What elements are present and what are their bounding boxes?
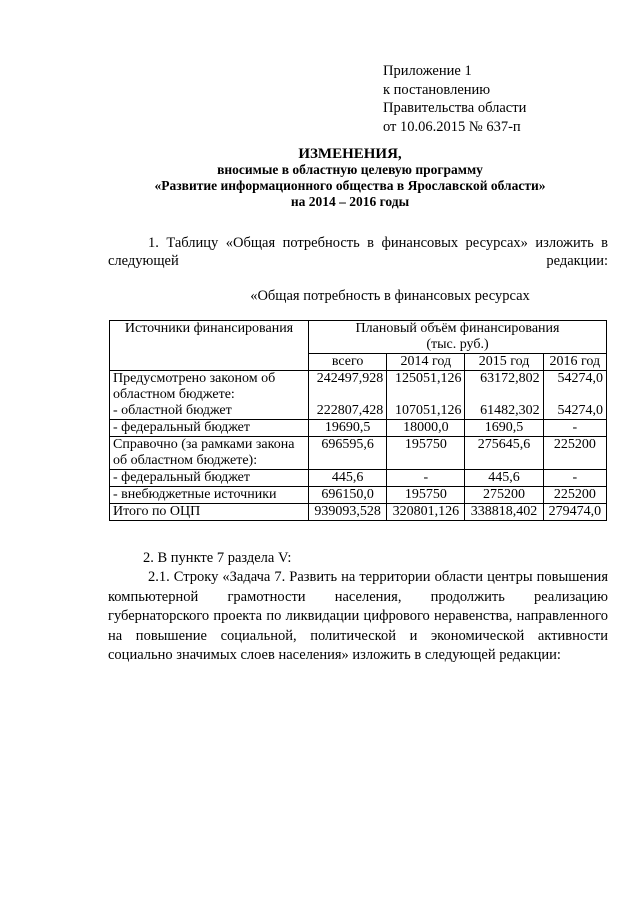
row-source: - федеральный бюджет [110, 470, 309, 487]
row-2015: 275200 [465, 487, 543, 504]
paragraph-2-1 [108, 568, 608, 666]
table-row [110, 504, 607, 521]
heading-line: «Развитие информационного общества в Ярославской области» [154, 178, 546, 193]
row-total: 445,6 [309, 470, 387, 487]
header-unit: (тыс. руб.) [426, 337, 489, 352]
cell-value: 242497,928 [316, 371, 384, 386]
row-total: 939093,528 [309, 504, 387, 521]
financing-table [109, 320, 607, 521]
row-source: - федеральный бюджет [110, 420, 309, 437]
annex-block [383, 62, 526, 136]
cell-value: 125051,126 [394, 371, 462, 386]
row-source-b: - областной бюджет [113, 403, 232, 418]
row-2015: 275645,6 [465, 437, 543, 470]
row-2016: - [543, 420, 606, 437]
header-2015: 2015 год [465, 354, 543, 371]
cell-gap [390, 387, 461, 403]
paragraph-2: 2. В пункте 7 раздела V: [143, 550, 292, 566]
heading-line: вносимые в областную целевую программу [217, 162, 483, 177]
annex-line: Приложение 1 [383, 63, 472, 79]
header-2016: 2016 год [543, 354, 606, 371]
row-2014: - [387, 470, 465, 487]
row-2016 [543, 371, 606, 420]
row-2014: 195750 [387, 437, 465, 470]
paragraph-2-1-text: 2.1. Строку «Задача 7. Развить на территории области центры повышения компьютерной грамотности населения, продолжить реализацию губернаторского проекта по ликвидации цифрового неравенства, направленного на повышение социальной, политической и экономической активности социально значимых слоев населения» изложить в следующей редакции: [108, 569, 608, 663]
row-2014: 320801,126 [387, 504, 465, 521]
cell-value: 63172,802 [480, 371, 540, 386]
heading-line: на 2014 – 2016 годы [290, 194, 410, 209]
cell-gap [468, 387, 539, 403]
table-title: «Общая потребность в финансовых ресурсах [250, 288, 530, 304]
cell-gap [312, 387, 383, 403]
header-planned-label: Плановый объём финансирования [355, 321, 560, 336]
row-2016: 279474,0 [543, 504, 606, 521]
table-row [110, 437, 607, 470]
row-total: 696595,6 [309, 437, 387, 470]
table-row [110, 487, 607, 504]
annex-line: к постановлению [383, 81, 491, 98]
row-2015: 338818,402 [465, 504, 543, 521]
table-row [110, 470, 607, 487]
row-source-a: Предусмотрено законом об областном бюджете: [113, 371, 276, 402]
header-sources: Источники финансирования [110, 321, 309, 371]
row-source: Справочно (за рамками закона об областном бюджете): [110, 437, 309, 470]
heading-title: ИЗМЕНЕНИЯ, [298, 146, 402, 162]
cell-value: 222807,428 [316, 403, 384, 418]
table-row [110, 371, 607, 420]
row-2015: 1690,5 [465, 420, 543, 437]
cell-value: 54274,0 [557, 371, 603, 386]
annex-line: Правительства области [383, 100, 527, 116]
row-source: - внебюджетные источники [110, 487, 309, 504]
cell-gap [547, 387, 603, 403]
row-2016: 225200 [543, 487, 606, 504]
cell-value: 107051,126 [394, 403, 462, 418]
cell-value: 54274,0 [557, 403, 603, 418]
row-total [309, 371, 387, 420]
header-planned [309, 321, 607, 354]
header-total: всего [309, 354, 387, 371]
row-2016: - [543, 470, 606, 487]
row-2014: 18000,0 [387, 420, 465, 437]
row-source: Итого по ОЦП [110, 504, 309, 521]
document-heading [60, 146, 640, 210]
row-2015 [465, 371, 543, 420]
table-row [110, 420, 607, 437]
row-2016: 225200 [543, 437, 606, 470]
annex-line: от 10.06.2015 № 637-п [383, 118, 521, 135]
row-total: 696150,0 [309, 487, 387, 504]
row-source [110, 371, 309, 420]
row-2015: 445,6 [465, 470, 543, 487]
paragraph-1 [108, 234, 608, 270]
header-2014: 2014 год [387, 354, 465, 371]
cell-value: 61482,302 [480, 403, 540, 418]
row-2014: 195750 [387, 487, 465, 504]
row-total: 19690,5 [309, 420, 387, 437]
row-2014 [387, 371, 465, 420]
paragraph-1-text: 1. Таблицу «Общая потребность в финансовых ресурсах» изложить в следующей редакции: [108, 235, 608, 269]
table-header-row [110, 321, 607, 354]
